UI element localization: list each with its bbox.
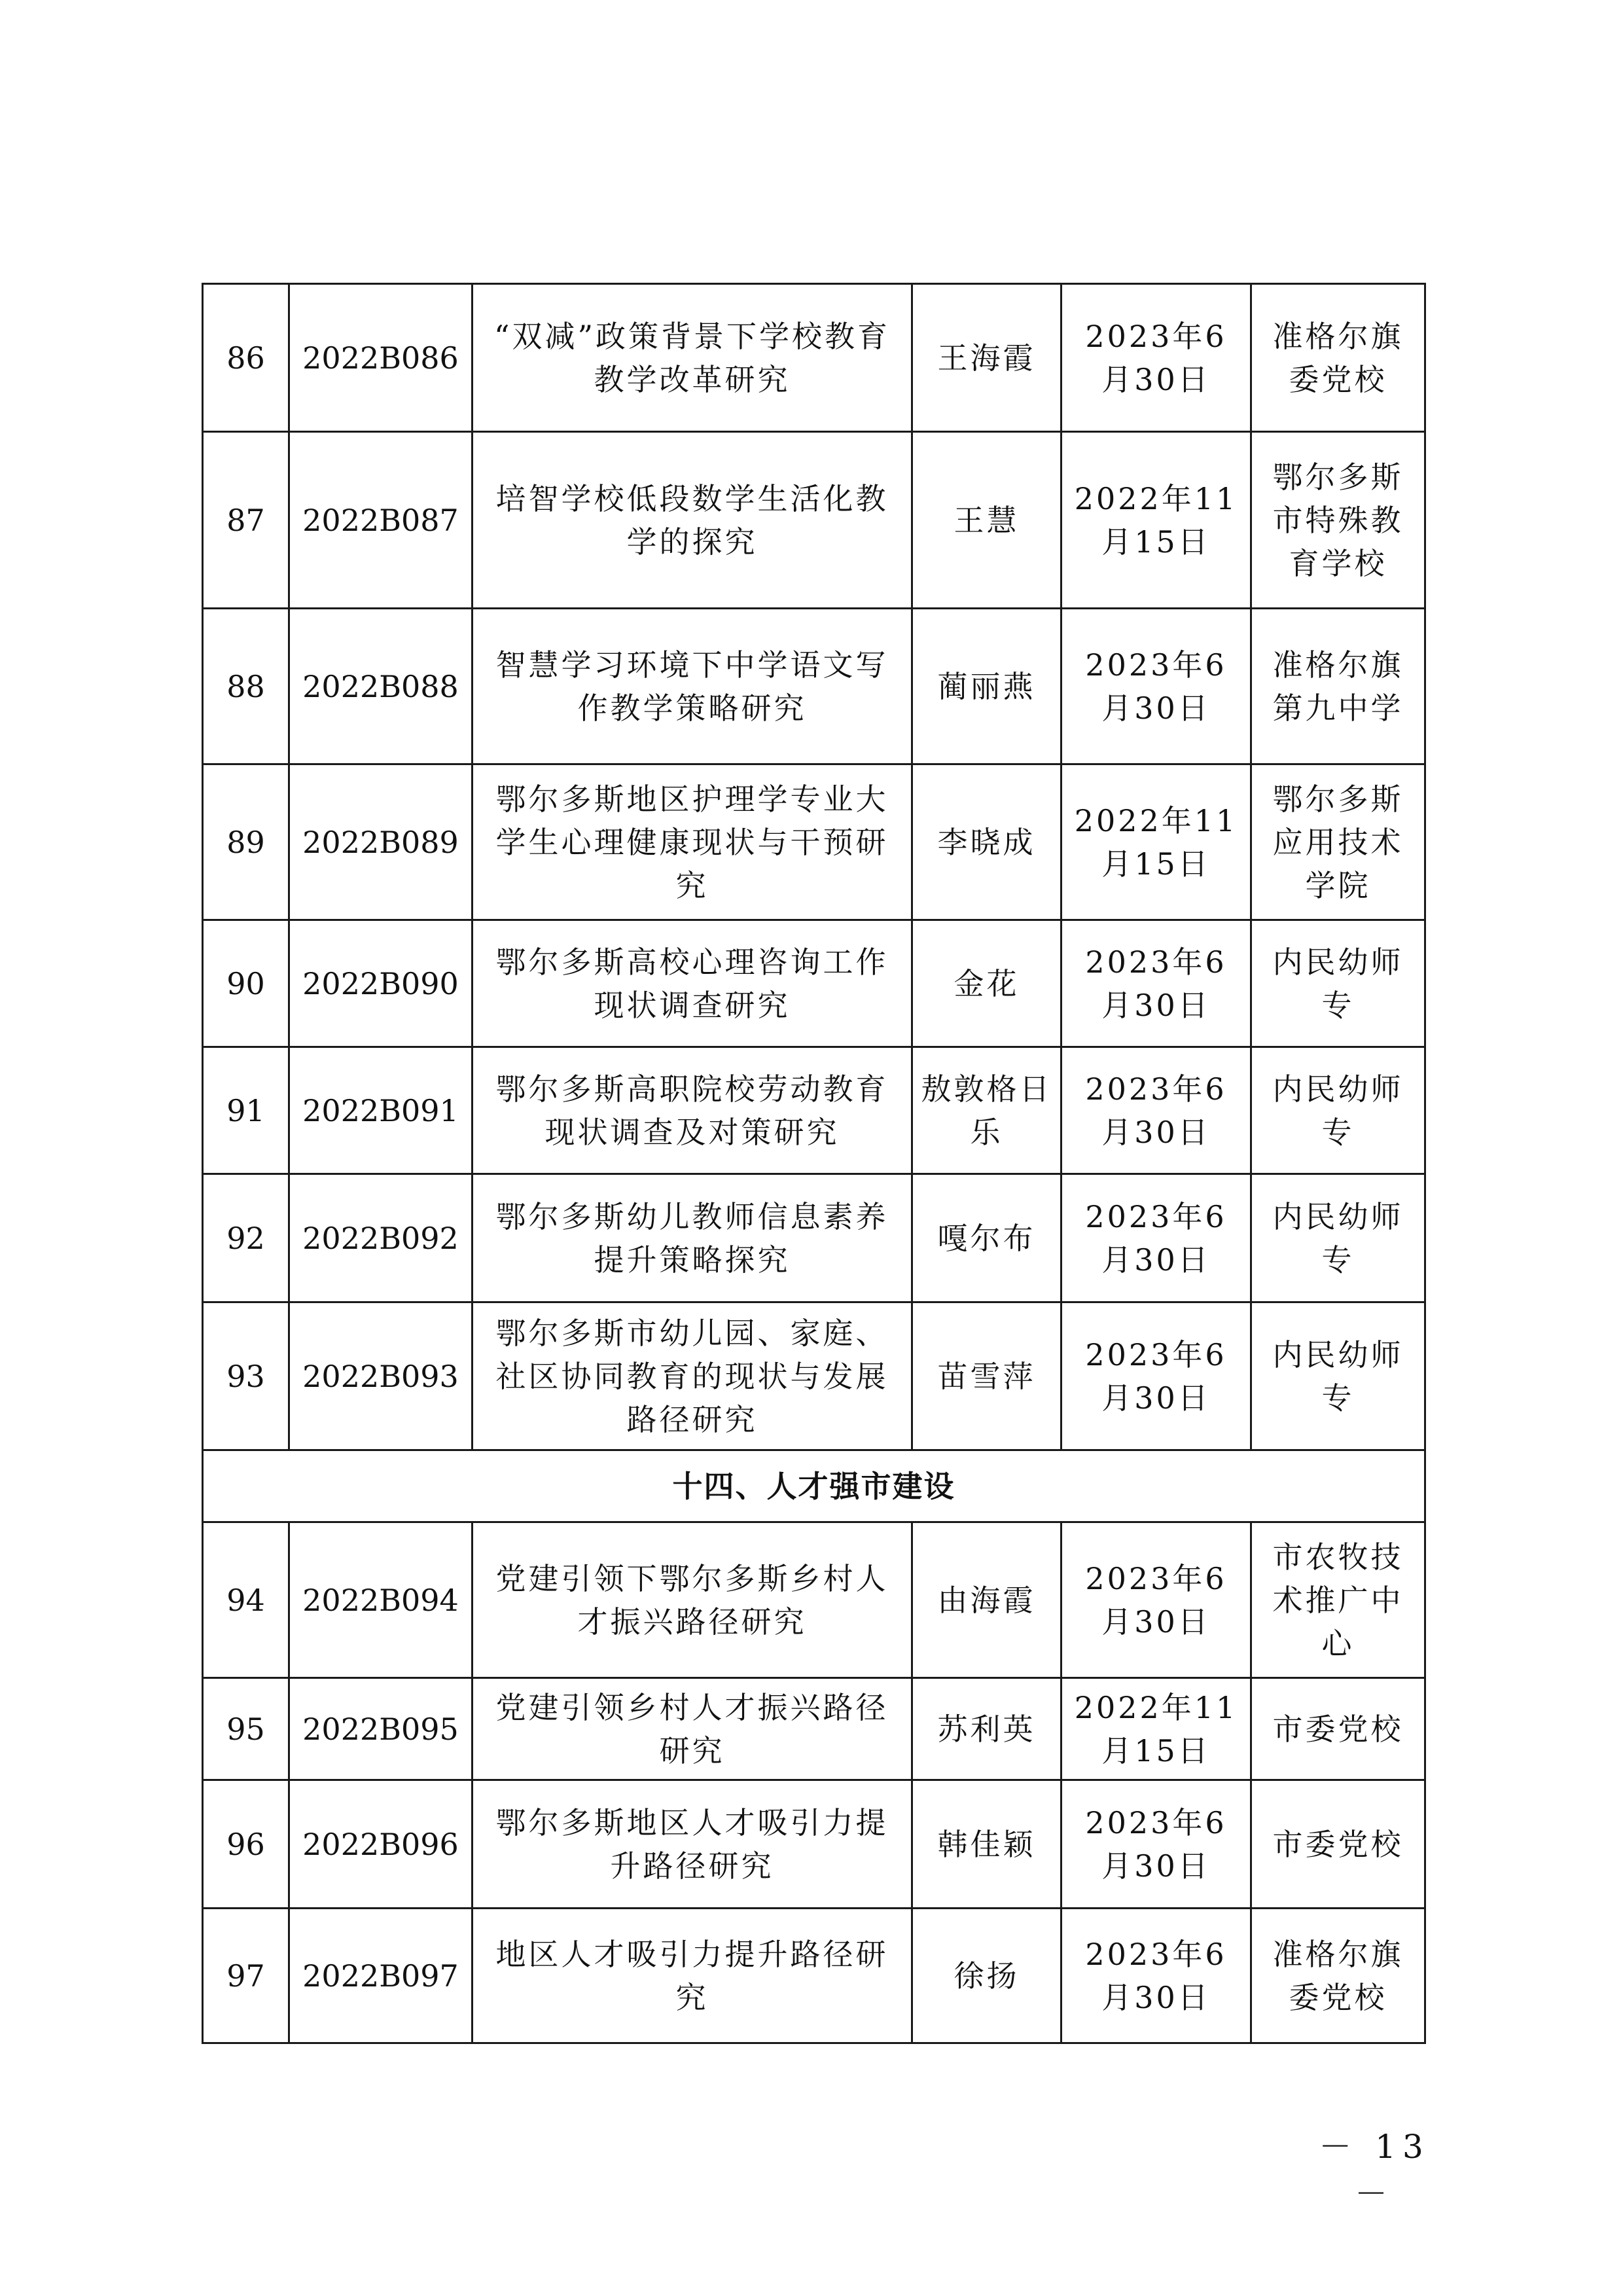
table-row: [203, 432, 1425, 609]
project-title: 鄂尔多斯地区人才吸引力提升路径研究: [473, 1780, 912, 1909]
project-code: 2022B086: [289, 284, 473, 432]
work-unit: 内民幼师专: [1251, 1302, 1425, 1450]
completion-date: 2023年6月30日: [1061, 284, 1251, 432]
row-number: 90: [203, 920, 289, 1047]
work-unit: 内民幼师专: [1251, 1047, 1425, 1174]
work-unit: 准格尔旗委党校: [1251, 1909, 1425, 2043]
project-title: 党建引领下鄂尔多斯乡村人才振兴路径研究: [473, 1522, 912, 1678]
project-title: 智慧学习环境下中学语文写作教学策略研究: [473, 609, 912, 764]
work-unit: 市委党校: [1251, 1678, 1425, 1780]
row-number: 93: [203, 1302, 289, 1450]
completion-date: 2023年6月30日: [1061, 1522, 1251, 1678]
completion-date: 2023年6月30日: [1061, 920, 1251, 1047]
row-number: 95: [203, 1678, 289, 1780]
table-row: [203, 764, 1425, 920]
project-code: 2022B088: [289, 609, 473, 764]
project-title: 党建引领乡村人才振兴路径研究: [473, 1678, 912, 1780]
table-body: [203, 284, 1425, 2043]
table-row: [203, 609, 1425, 764]
completion-date: 2023年6月30日: [1061, 609, 1251, 764]
project-code: 2022B090: [289, 920, 473, 1047]
row-number: 86: [203, 284, 289, 432]
row-number: 97: [203, 1909, 289, 2043]
project-leader: 苏利英: [912, 1678, 1061, 1780]
project-code: 2022B097: [289, 1909, 473, 2043]
project-leader: 王慧: [912, 432, 1061, 609]
project-code: 2022B096: [289, 1780, 473, 1909]
section-title: 十四、人才强市建设: [203, 1450, 1425, 1522]
project-leader: 苗雪萍: [912, 1302, 1061, 1450]
project-leader: 王海霞: [912, 284, 1061, 432]
section-header-row: [203, 1450, 1425, 1522]
work-unit: 准格尔旗第九中学: [1251, 609, 1425, 764]
project-code: 2022B094: [289, 1522, 473, 1678]
project-code: 2022B092: [289, 1174, 473, 1302]
project-leader: 韩佳颖: [912, 1780, 1061, 1909]
work-unit: 鄂尔多斯应用技术学院: [1251, 764, 1425, 920]
table-row: [203, 1174, 1425, 1302]
work-unit: 内民幼师专: [1251, 920, 1425, 1047]
project-leader: 蔺丽燕: [912, 609, 1061, 764]
row-number: 94: [203, 1522, 289, 1678]
project-title: 地区人才吸引力提升路径研究: [473, 1909, 912, 2043]
completion-date: 2022年11月15日: [1061, 432, 1251, 609]
project-leader: 敖敦格日乐: [912, 1047, 1061, 1174]
work-unit: 准格尔旗委党校: [1251, 284, 1425, 432]
project-title: 鄂尔多斯幼儿教师信息素养提升策略探究: [473, 1174, 912, 1302]
row-number: 88: [203, 609, 289, 764]
project-code: 2022B095: [289, 1678, 473, 1780]
table-row: [203, 1678, 1425, 1780]
project-table: [202, 283, 1426, 2044]
project-title: 培智学校低段数学生活化教学的探究: [473, 432, 912, 609]
work-unit: 鄂尔多斯市特殊教育学校: [1251, 432, 1425, 609]
project-code: 2022B087: [289, 432, 473, 609]
project-leader: 金花: [912, 920, 1061, 1047]
project-leader: 徐扬: [912, 1909, 1061, 2043]
project-leader: 由海霞: [912, 1522, 1061, 1678]
project-code: 2022B089: [289, 764, 473, 920]
project-title: 鄂尔多斯地区护理学专业大学生心理健康现状与干预研究: [473, 764, 912, 920]
table-row: [203, 284, 1425, 432]
completion-date: 2022年11月15日: [1061, 764, 1251, 920]
row-number: 91: [203, 1047, 289, 1174]
project-title: “双减”政策背景下学校教育教学改革研究: [473, 284, 912, 432]
table-row: [203, 920, 1425, 1047]
row-number: 89: [203, 764, 289, 920]
row-number: 96: [203, 1780, 289, 1909]
row-number: 92: [203, 1174, 289, 1302]
work-unit: 内民幼师专: [1251, 1174, 1425, 1302]
project-title: 鄂尔多斯高校心理咨询工作现状调查研究: [473, 920, 912, 1047]
table-row: [203, 1909, 1425, 2043]
project-code: 2022B093: [289, 1302, 473, 1450]
table-row: [203, 1047, 1425, 1174]
completion-date: 2023年6月30日: [1061, 1047, 1251, 1174]
table-row: [203, 1302, 1425, 1450]
project-title: 鄂尔多斯市幼儿园、家庭、社区协同教育的现状与发展路径研究: [473, 1302, 912, 1450]
work-unit: 市农牧技术推广中心: [1251, 1522, 1425, 1678]
project-title: 鄂尔多斯高职院校劳动教育现状调查及对策研究: [473, 1047, 912, 1174]
completion-date: 2023年6月30日: [1061, 1174, 1251, 1302]
page-number: － 13 －: [1319, 2128, 1430, 2213]
project-leader: 李晓成: [912, 764, 1061, 920]
row-number: 87: [203, 432, 289, 609]
project-leader: 嘎尔布: [912, 1174, 1061, 1302]
completion-date: 2023年6月30日: [1061, 1780, 1251, 1909]
work-unit: 市委党校: [1251, 1780, 1425, 1909]
table-row: [203, 1780, 1425, 1909]
completion-date: 2022年11月15日: [1061, 1678, 1251, 1780]
table-row: [203, 1522, 1425, 1678]
completion-date: 2023年6月30日: [1061, 1909, 1251, 2043]
completion-date: 2023年6月30日: [1061, 1302, 1251, 1450]
project-code: 2022B091: [289, 1047, 473, 1174]
